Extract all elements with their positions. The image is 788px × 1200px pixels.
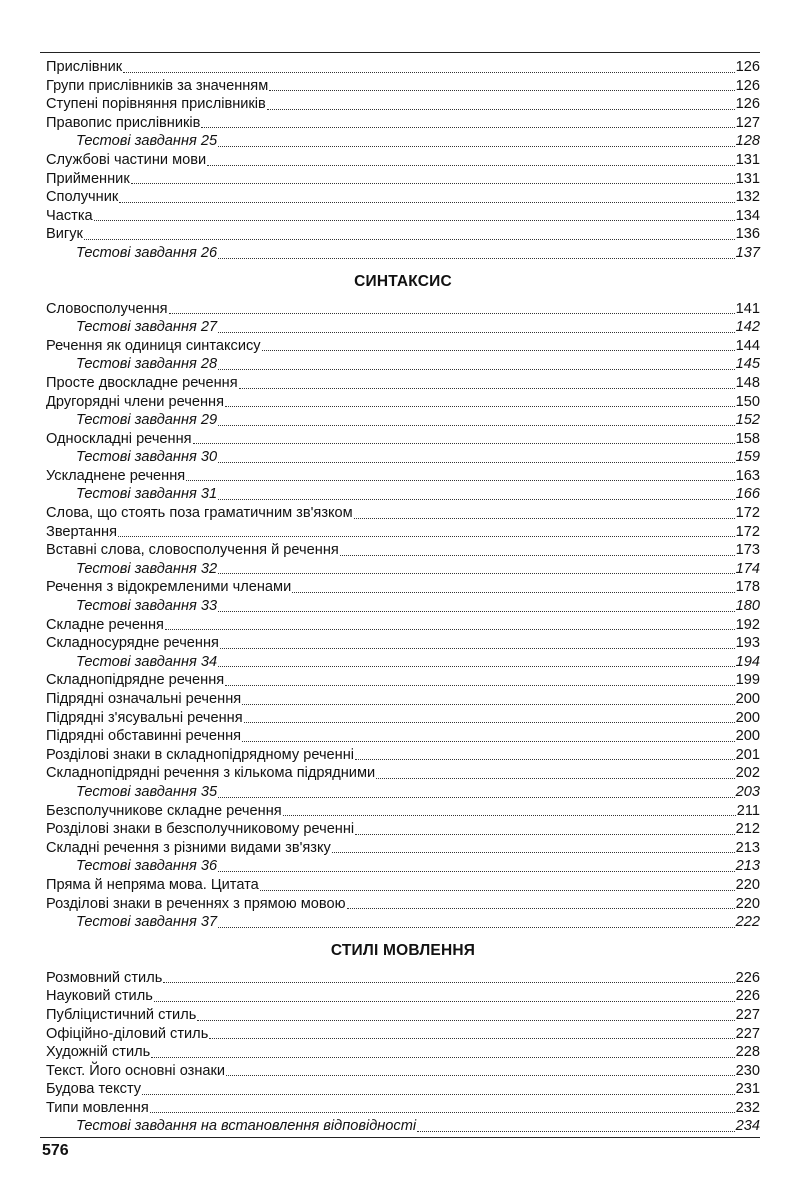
entry-title: Тестові завдання 28	[76, 356, 218, 373]
toc-entry	[46, 467, 760, 486]
entry-title: Типи мовлення	[46, 1099, 149, 1116]
dot-leader	[292, 592, 734, 593]
toc-entry	[46, 58, 760, 77]
entry-page-number: 212	[735, 821, 760, 838]
entry-title: Вставні слова, словосполучення й речення	[46, 542, 339, 559]
toc-entry	[46, 1062, 760, 1081]
entry-page-number: 220	[735, 876, 760, 893]
entry-page-number: 200	[735, 728, 760, 745]
entry-title: Підрядні з'ясувальні речення	[46, 709, 243, 726]
entry-page-number: 230	[735, 1062, 760, 1079]
entry-title: Складні речення з різними видами зв'язку	[46, 839, 331, 856]
dot-leader	[218, 369, 735, 370]
dot-leader	[242, 704, 734, 705]
entry-page-number: 192	[735, 616, 760, 633]
toc-test-entry	[46, 857, 760, 876]
dot-leader	[218, 611, 735, 612]
entry-page-number: 127	[735, 114, 760, 131]
dot-leader	[218, 146, 735, 147]
entry-page-number: 150	[735, 393, 760, 410]
toc-test-entry	[46, 597, 760, 616]
toc-entry	[46, 764, 760, 783]
toc-entry	[46, 578, 760, 597]
entry-title: Прислівник	[46, 59, 123, 75]
dot-leader	[226, 1075, 735, 1076]
entry-title: Тестові завдання 31	[76, 486, 218, 503]
entry-page-number: 141	[735, 300, 760, 317]
toc-entry	[46, 300, 760, 319]
toc-entry	[46, 671, 760, 690]
entry-page-number: 159	[735, 449, 760, 466]
dot-leader	[218, 666, 735, 667]
entry-title: Тестові завдання 32	[76, 560, 218, 577]
entry-title: Складносурядне речення	[46, 635, 219, 652]
entry-title: Розділові знаки в складнопідрядному реченні	[46, 746, 355, 763]
entry-page-number: 201	[735, 746, 760, 763]
dot-leader	[269, 90, 734, 91]
entry-page-number: 152	[735, 412, 760, 429]
toc-test-entry	[46, 485, 760, 504]
dot-leader	[142, 1094, 735, 1095]
toc-entry	[46, 895, 760, 914]
dot-leader	[218, 797, 735, 798]
dot-leader	[207, 165, 735, 166]
toc-test-entry	[46, 913, 760, 932]
entry-page-number: 126	[735, 96, 760, 113]
toc-entry	[46, 616, 760, 635]
toc-entry	[46, 393, 760, 412]
dot-leader	[225, 685, 734, 686]
toc-entry	[46, 709, 760, 728]
entry-page-number: 132	[735, 189, 760, 206]
dot-leader	[417, 1131, 735, 1132]
dot-leader	[118, 536, 735, 537]
dot-leader	[218, 425, 735, 426]
entry-title: Речення як одиниця синтаксису	[46, 337, 261, 354]
entry-title: Розмовний стиль	[46, 969, 163, 986]
entry-page-number: 137	[735, 244, 760, 261]
toc-entry	[46, 523, 760, 542]
entry-page-number: 142	[735, 319, 760, 336]
toc-entry	[46, 225, 760, 244]
dot-leader	[218, 462, 735, 463]
toc-entry	[46, 1025, 760, 1044]
entry-title: Тестові завдання 27	[76, 319, 218, 336]
entry-title: Підрядні означальні речення	[46, 691, 242, 707]
dot-leader	[332, 852, 735, 853]
toc-entry	[46, 77, 760, 96]
entry-page-number: 174	[735, 560, 760, 577]
dot-leader	[84, 239, 735, 240]
toc-entry	[46, 151, 760, 170]
entry-title: Розділові знаки в реченнях з прямою мовою	[46, 895, 346, 912]
entry-title: Текст. Його основні ознаки	[46, 1062, 226, 1079]
dot-leader	[225, 406, 735, 407]
entry-page-number: 166	[735, 486, 760, 503]
dot-leader	[131, 183, 735, 184]
dot-leader	[193, 443, 735, 444]
entry-page-number: 232	[735, 1099, 760, 1116]
entry-page-number: 126	[735, 77, 760, 94]
entry-page-number: 180	[735, 598, 760, 615]
dot-leader	[154, 1001, 735, 1002]
dot-leader	[347, 908, 735, 909]
entry-title: Слова, що стоять поза граматичним зв'язком	[46, 505, 353, 522]
dot-leader	[283, 815, 736, 816]
toc-entry	[46, 1099, 760, 1118]
toc-entry	[46, 820, 760, 839]
entry-title: Тестові завдання 37	[76, 914, 218, 931]
entry-title: Тестові завдання 25	[76, 133, 218, 150]
entry-title: Речення з відокремленими членами	[46, 579, 292, 596]
entry-title: Просте двоскладне речення	[46, 374, 238, 391]
entry-page-number: 193	[735, 635, 760, 652]
entry-page-number: 202	[735, 765, 760, 782]
dot-leader	[201, 127, 734, 128]
entry-page-number: 126	[735, 59, 760, 75]
toc-entry	[46, 188, 760, 207]
entry-page-number: 227	[735, 1006, 760, 1023]
toc-entry	[46, 541, 760, 560]
toc-test-entry	[46, 783, 760, 802]
top-rule	[40, 52, 760, 53]
toc-entry	[46, 337, 760, 356]
bottom-rule	[40, 1137, 760, 1138]
entry-page-number: 173	[735, 542, 760, 559]
dot-leader	[218, 871, 735, 872]
dot-leader	[123, 72, 734, 73]
section-heading: СТИЛІ МОВЛЕННЯ	[330, 941, 476, 959]
dot-leader	[218, 332, 735, 333]
entry-title: Тестові завдання 29	[76, 412, 218, 429]
dot-leader	[218, 573, 735, 574]
entry-page-number: 234	[735, 1118, 760, 1135]
entry-title: Будова тексту	[46, 1081, 142, 1098]
entry-title: Безсполучникове складне речення	[46, 802, 282, 819]
entry-page-number: 200	[735, 691, 760, 707]
dot-leader	[244, 722, 735, 723]
toc-test-entry	[46, 355, 760, 374]
entry-page-number: 136	[735, 226, 760, 243]
entry-page-number: 194	[735, 653, 760, 670]
toc-entry	[46, 430, 760, 449]
dot-leader	[262, 350, 735, 351]
entry-page-number: 148	[735, 374, 760, 391]
toc-test-entry	[46, 411, 760, 430]
dot-leader	[209, 1038, 734, 1039]
toc-entry	[46, 504, 760, 523]
entry-title: Службові частини мови	[46, 151, 207, 168]
toc-entry	[46, 969, 760, 988]
dot-leader	[340, 555, 735, 556]
toc-test-entry	[46, 132, 760, 151]
dot-leader	[218, 927, 735, 928]
entry-title: Другорядні члени речення	[46, 393, 224, 410]
entry-title: Тестові завдання 33	[76, 598, 218, 615]
entry-title: Групи прислівників за значенням	[46, 77, 269, 94]
entry-page-number: 158	[735, 430, 760, 447]
toc-entry	[46, 839, 760, 858]
toc-entry	[46, 1043, 760, 1062]
toc-test-entry	[46, 1117, 760, 1136]
dot-leader	[267, 109, 735, 110]
dot-leader	[376, 778, 735, 779]
toc-entry	[46, 114, 760, 133]
entry-page-number: 228	[735, 1044, 760, 1061]
entry-page-number: 203	[735, 783, 760, 800]
entry-title: Ускладнене речення	[46, 467, 186, 484]
entry-page-number: 131	[735, 151, 760, 168]
entry-title: Тестові завдання 30	[76, 449, 218, 466]
entry-title: Складнопідрядні речення з кількома підрядними	[46, 765, 376, 782]
toc-test-entry	[46, 244, 760, 263]
entry-title: Тестові завдання 34	[76, 653, 218, 670]
dot-leader	[355, 834, 734, 835]
toc-entry	[46, 374, 760, 393]
dot-leader	[260, 890, 735, 891]
toc-entry	[46, 634, 760, 653]
dot-leader	[165, 629, 735, 630]
toc-entry	[46, 1080, 760, 1099]
toc-test-entry	[46, 560, 760, 579]
toc-entry	[46, 727, 760, 746]
page-number: 576	[42, 1142, 69, 1159]
entry-title: Офіційно-діловий стиль	[46, 1025, 209, 1042]
entry-title: Складнопідрядне речення	[46, 672, 225, 689]
entry-title: Вигук	[46, 226, 83, 243]
toc-test-entry	[46, 448, 760, 467]
entry-page-number: 231	[735, 1081, 760, 1098]
entry-title: Тестові завдання на встановлення відповідності	[76, 1118, 417, 1135]
entry-page-number: 200	[735, 709, 760, 726]
entry-title: Складне речення	[46, 616, 164, 633]
entry-title: Тестові завдання 26	[76, 244, 218, 261]
entry-page-number: 128	[735, 133, 760, 150]
entry-title: Розділові знаки в безсполучниковому реченні	[46, 821, 355, 838]
entry-title: Публіцистичний стиль	[46, 1006, 197, 1023]
entry-page-number: 163	[735, 467, 760, 484]
entry-title: Правопис прислівників	[46, 114, 201, 131]
toc-entry	[46, 802, 760, 821]
toc-entry	[46, 95, 760, 114]
entry-page-number: 226	[735, 969, 760, 986]
entry-title: Підрядні обставинні речення	[46, 728, 242, 745]
entry-title: Художній стиль	[46, 1044, 151, 1061]
toc-test-entry	[46, 653, 760, 672]
section-heading: СИНТАКСИС	[354, 272, 452, 290]
dot-leader	[197, 1020, 734, 1021]
entry-page-number: 226	[735, 988, 760, 1005]
toc-entry	[46, 207, 760, 226]
toc-entry	[46, 746, 760, 765]
toc-entry	[46, 690, 760, 709]
toc-test-entry	[46, 318, 760, 337]
dot-leader	[119, 202, 734, 203]
toc-entry	[46, 1006, 760, 1025]
entry-page-number: 199	[735, 672, 760, 689]
entry-title: Пряма й непряма мова. Цитата	[46, 876, 259, 893]
dot-leader	[163, 982, 734, 983]
dot-leader	[151, 1057, 734, 1058]
dot-leader	[94, 220, 735, 221]
entry-title: Прийменник	[46, 170, 130, 187]
entry-title: Сполучник	[46, 189, 119, 206]
entry-page-number: 172	[735, 505, 760, 522]
entry-title: Науковий стиль	[46, 988, 153, 1005]
entry-page-number: 211	[736, 802, 760, 819]
entry-page-number: 131	[735, 170, 760, 187]
entry-title: Тестові завдання 35	[76, 783, 218, 800]
toc-entry	[46, 170, 760, 189]
dot-leader	[239, 388, 735, 389]
entry-title: Односкладні речення	[46, 430, 192, 447]
entry-page-number: 172	[735, 523, 760, 540]
table-of-contents	[46, 58, 760, 1136]
entry-page-number: 144	[735, 337, 760, 354]
toc-entry	[46, 876, 760, 895]
entry-page-number: 213	[735, 858, 760, 875]
dot-leader	[354, 518, 735, 519]
toc-entry	[46, 987, 760, 1006]
dot-leader	[169, 313, 735, 314]
entry-title: Ступені порівняння прислівників	[46, 96, 266, 113]
dot-leader	[242, 741, 735, 742]
entry-title: Тестові завдання 36	[76, 858, 218, 875]
entry-page-number: 220	[735, 895, 760, 912]
entry-title: Частка	[46, 207, 93, 224]
entry-page-number: 213	[735, 839, 760, 856]
entry-page-number: 227	[735, 1025, 760, 1042]
entry-title: Звертання	[46, 523, 117, 540]
dot-leader	[355, 759, 735, 760]
dot-leader	[220, 648, 735, 649]
entry-page-number: 145	[735, 356, 760, 373]
entry-page-number: 222	[735, 914, 760, 931]
dot-leader	[186, 480, 734, 481]
entry-page-number: 134	[735, 207, 760, 224]
dot-leader	[150, 1112, 735, 1113]
entry-title: Словосполучення	[46, 300, 168, 317]
entry-page-number: 178	[735, 579, 760, 596]
dot-leader	[218, 258, 735, 259]
dot-leader	[218, 499, 735, 500]
